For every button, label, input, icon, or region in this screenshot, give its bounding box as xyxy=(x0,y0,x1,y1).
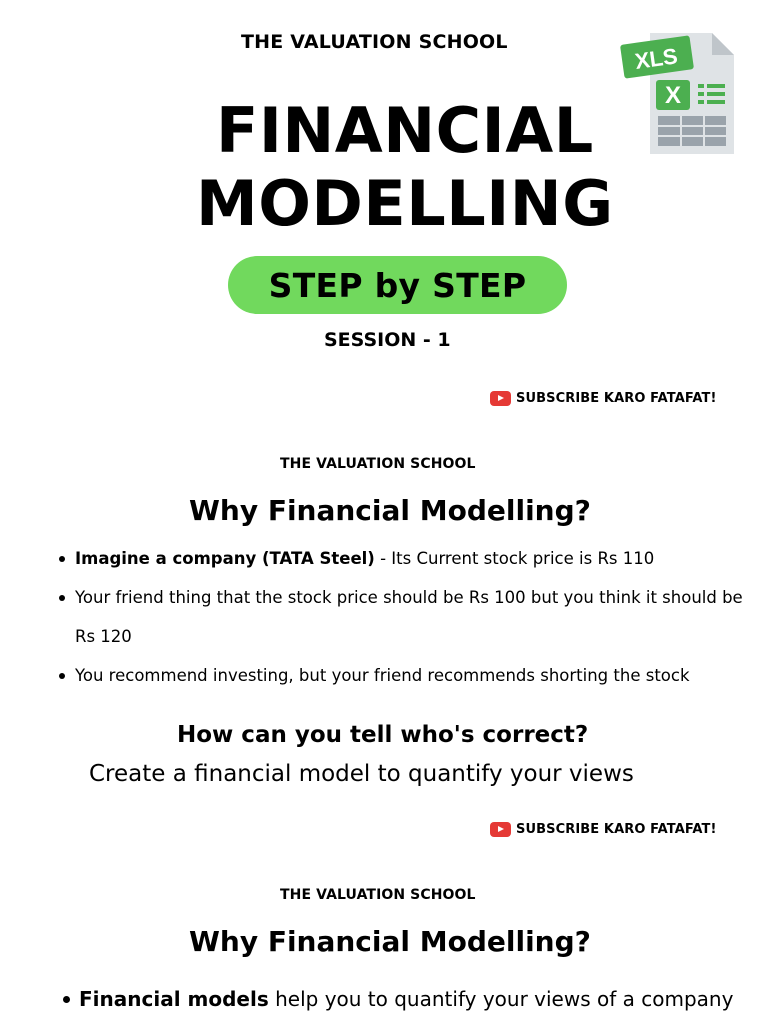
bullet-text: - Its Current stock price is Rs 110 xyxy=(374,549,655,568)
section2-title: Why Financial Modelling? xyxy=(189,925,591,958)
subscribe-text: SUBSCRIBE KARO FATAFAT! xyxy=(516,391,717,406)
section2-bullet-list xyxy=(62,980,762,1018)
section1-title: Why Financial Modelling? xyxy=(189,494,591,527)
bullet-text: You recommend investing, but your friend recommends shorting the stock xyxy=(75,666,690,685)
cover-title-line1: FINANCIAL xyxy=(216,94,594,167)
step-by-step-badge xyxy=(228,256,567,314)
bullet-text: Your friend thing that the stock price should be Rs 100 but you think it should be Rs 120 xyxy=(75,588,743,646)
list-item xyxy=(58,578,758,656)
question-heading: How can you tell who's correct? xyxy=(177,722,589,748)
step-badge-text: STEP by STEP xyxy=(268,265,527,305)
youtube-icon xyxy=(490,391,511,406)
section1-brand: THE VALUATION SCHOOL xyxy=(280,456,476,472)
subscribe-text: SUBSCRIBE KARO FATAFAT! xyxy=(516,822,717,837)
answer-text: Create a financial model to quantify your views xyxy=(89,761,634,787)
excel-file-icon xyxy=(620,28,742,158)
list-item xyxy=(62,980,762,1018)
subscribe-link[interactable] xyxy=(490,822,717,837)
list-item xyxy=(58,539,758,578)
youtube-icon xyxy=(490,822,511,837)
list-item xyxy=(58,656,758,695)
session-label: SESSION - 1 xyxy=(324,329,451,351)
excel-x-letter: X xyxy=(664,82,682,109)
bullet-bold: Imagine a company (TATA Steel) xyxy=(75,549,375,568)
bullet-text: help you to quantify your views of a company xyxy=(268,987,734,1011)
cover-title-line2: MODELLING xyxy=(196,167,614,240)
bullet-bold: Financial models xyxy=(79,987,269,1011)
cover-brand-text: THE VALUATION SCHOOL xyxy=(241,31,508,53)
subscribe-link[interactable] xyxy=(490,391,717,406)
section2-brand: THE VALUATION SCHOOL xyxy=(280,887,476,903)
xls-label: XLS xyxy=(633,43,680,74)
section1-bullet-list xyxy=(58,539,758,695)
